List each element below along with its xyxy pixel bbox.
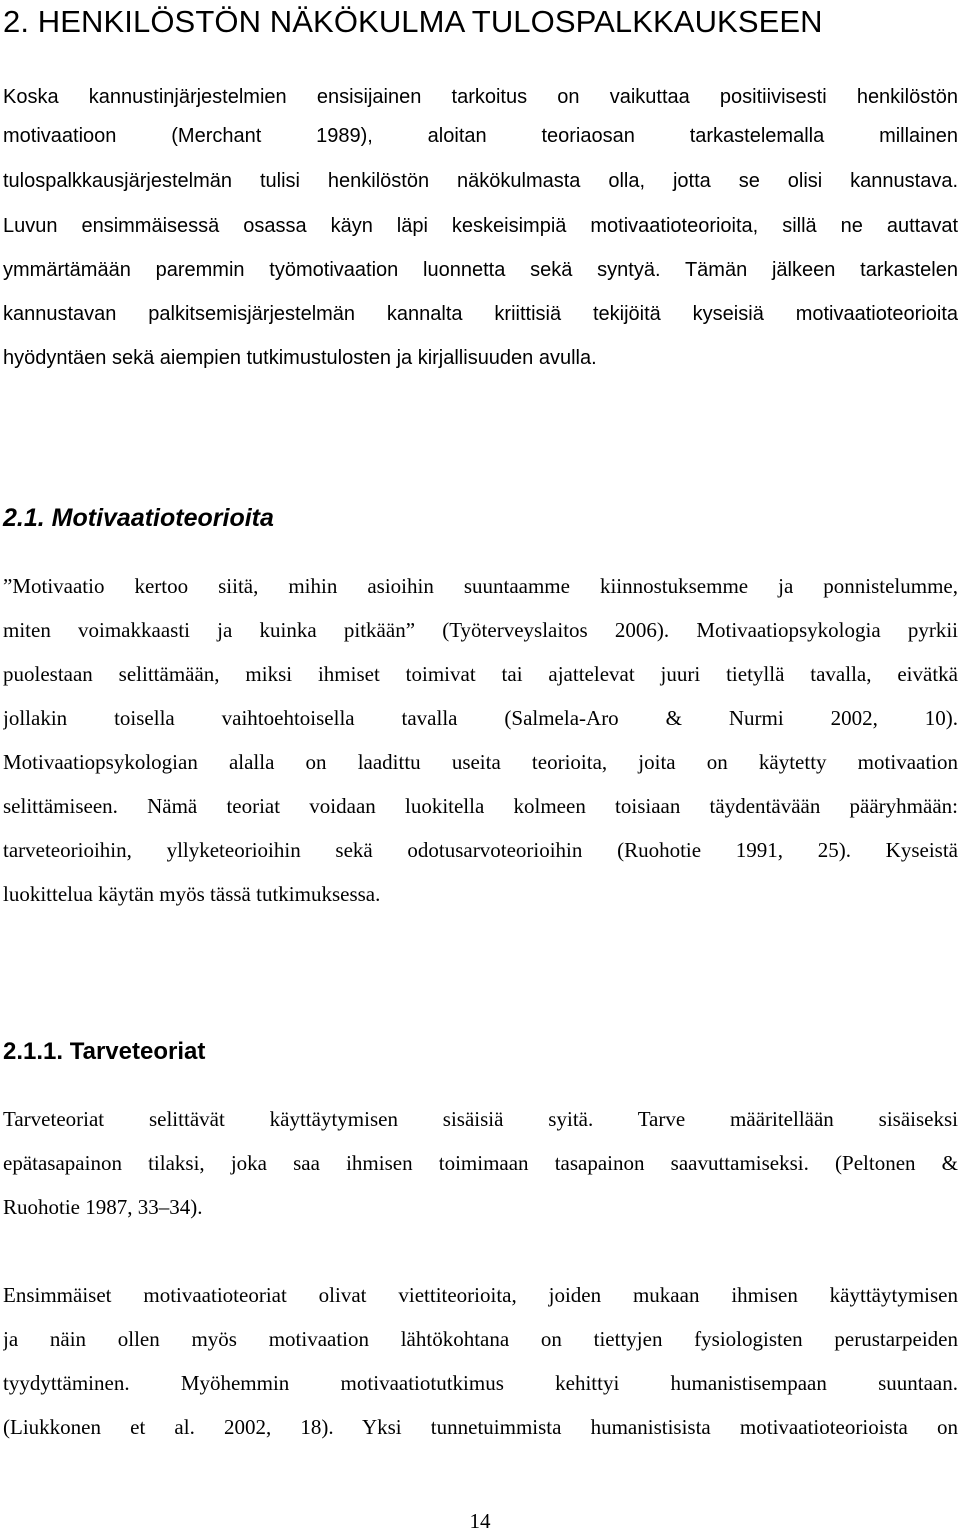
paragraph-line: selittämiseen. Nämä teoriat voidaan luokitella kolmeen toisiaan täydentävään pääryhmään:	[3, 794, 958, 818]
paragraph-line: motivaatioon (Merchant 1989), aloitan teoriaosan tarkastelemalla millainen	[3, 125, 958, 147]
paragraph-line: jollakin toisella vaihtoehtoisella tavalla (Salmela-Aro & Nurmi 2002, 10).	[3, 706, 958, 730]
paragraph-line: tyydyttäminen. Myöhemmin motivaatiotutkimus kehittyi humanistisempaan suuntaan.	[3, 1371, 958, 1395]
paragraph-line: miten voimakkaasti ja kuinka pitkään” (Työterveyslaitos 2006). Motivaatiopsykologia pyrkii	[3, 618, 958, 642]
paragraph-line: (Liukkonen et al. 2002, 18). Yksi tunnetuimmista humanistisista motivaatioteorioista on	[3, 1415, 958, 1439]
paragraph-line: Luvun ensimmäisessä osassa käyn läpi keskeisimpiä motivaatioteorioita, sillä ne auttavat	[3, 215, 958, 237]
paragraph-line: Motivaatiopsykologian alalla on laadittu useita teorioita, joita on käytetty motivaation	[3, 750, 958, 774]
paragraph-line: Tarveteoriat selittävät käyttäytymisen sisäisiä syitä. Tarve määritellään sisäiseksi	[3, 1107, 958, 1131]
chapter-heading: 2. HENKILÖSTÖN NÄKÖKULMA TULOSPALKKAUKSEEN	[3, 4, 823, 39]
paragraph-line: tulospalkkausjärjestelmän tulisi henkilöstön näkökulmasta olla, jotta se olisi kannustava.	[3, 170, 958, 192]
paragraph-line: hyödyntäen sekä aiempien tutkimustulosten ja kirjallisuuden avulla.	[3, 347, 597, 369]
paragraph-line: ”Motivaatio kertoo siitä, mihin asioihin suuntaamme kiinnostuksemme ja ponnistelumme,	[3, 574, 958, 598]
paragraph-line: epätasapainon tilaksi, joka saa ihmisen toimimaan tasapainon saavuttamiseksi. (Peltonen &	[3, 1151, 958, 1175]
paragraph-line: Koska kannustinjärjestelmien ensisijainen tarkoitus on vaikuttaa positiivisesti henkilöstön	[3, 86, 958, 108]
paragraph-line: tarveteorioihin, yllyketeorioihin sekä odotusarvoteorioihin (Ruohotie 1991, 25). Kyseistä	[3, 838, 958, 862]
section-heading: 2.1. Motivaatioteorioita	[3, 504, 274, 532]
paragraph-line: Ruohotie 1987, 33–34).	[3, 1195, 203, 1219]
paragraph-line: puolestaan selittämään, miksi ihmiset toimivat tai ajattelevat juuri tietyllä tavalla, eivätkä	[3, 662, 958, 686]
paragraph-line: luokittelua käytän myös tässä tutkimuksessa.	[3, 882, 381, 906]
page-number: 14	[469, 1509, 491, 1533]
paragraph-line: ymmärtämään paremmin työmotivaation luonnetta sekä syntyä. Tämän jälkeen tarkastelen	[3, 259, 958, 281]
paragraph-line: Ensimmäiset motivaatioteoriat olivat viettiteorioita, joiden mukaan ihmisen käyttäytymisen	[3, 1283, 958, 1307]
subsection-heading: 2.1.1. Tarveteoriat	[3, 1038, 206, 1065]
paragraph-line: ja näin ollen myös motivaation lähtökohtana on tiettyjen fysiologisten perustarpeiden	[3, 1327, 958, 1351]
paragraph-line: kannustavan palkitsemisjärjestelmän kannalta kriittisiä tekijöitä kyseisiä motivaatioteorioita	[3, 303, 958, 325]
